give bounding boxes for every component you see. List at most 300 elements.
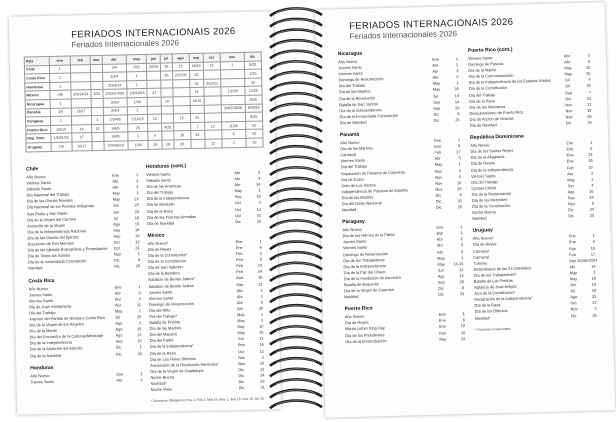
holiday-day: 1 — [460, 230, 463, 236]
grid-cell: 3/4/5 — [103, 124, 127, 133]
holiday-day: 27 — [588, 164, 593, 170]
holiday-name: Día de la Restauración — [471, 190, 512, 197]
holiday-month: Sep — [234, 194, 242, 200]
holiday-day: 21 — [259, 335, 264, 341]
holiday-month: Feb — [568, 245, 576, 251]
holiday-day: 1 — [259, 238, 262, 244]
holiday-day: 16 — [460, 329, 466, 335]
holiday-month: Ene — [431, 56, 440, 62]
holiday-month: Nov — [238, 360, 246, 366]
holiday-day: 14 — [257, 262, 263, 268]
holiday-name: Día del Trabajo — [338, 82, 366, 89]
holiday-day: 17 — [590, 251, 596, 257]
holiday-name: Navidad — [344, 294, 359, 300]
grid-cell: Chile — [24, 65, 49, 74]
country-heading: Chile — [25, 166, 39, 173]
grid-cell — [161, 88, 173, 97]
holiday-name: Día de los Difuntos — [474, 308, 508, 315]
grid-cell — [203, 70, 220, 79]
grid-cell — [190, 105, 204, 114]
holiday-name: Anexión del Partido de Nicoya a Costa Rica — [29, 314, 105, 322]
holiday-name: Domingo de Resurrección — [343, 250, 389, 257]
holiday-name: Día de las Mercedes — [471, 196, 508, 203]
holiday-day: 15 — [459, 272, 464, 279]
holiday-name: Noche Vieja — [150, 386, 172, 393]
holiday-month: Sep — [237, 342, 245, 348]
holiday-date — [566, 120, 592, 127]
holiday-month: Dic — [113, 257, 120, 263]
holiday-month: Oct — [237, 348, 245, 354]
grid-cell — [148, 106, 162, 115]
holiday-date — [434, 117, 460, 124]
holiday-day: 3 — [590, 170, 594, 176]
grid-cell: 4 — [148, 131, 162, 140]
grid-cell: Costa Rica — [25, 74, 50, 83]
holiday-name: Día de la Constitución — [471, 202, 511, 209]
holiday-name: Año Nuevo — [30, 372, 50, 379]
holiday-month: Jul — [570, 288, 576, 294]
grid-cell: 25 — [246, 129, 263, 138]
holiday-name: San Pedro y San Pablo — [26, 210, 68, 217]
holiday-month: Abr — [569, 263, 576, 270]
grid-cell: 6 — [222, 130, 246, 139]
holiday-day: 1 — [139, 344, 142, 350]
holiday-name: Día de la Bandera — [148, 270, 180, 277]
holiday-name: Día de la Constitución — [147, 258, 187, 265]
grid-cell — [203, 87, 220, 96]
grid-cell: Rep. Dom. — [26, 134, 51, 143]
holiday-month: Ene — [566, 140, 574, 146]
holiday-name: Día del Trabajo — [29, 309, 56, 316]
holiday-month: Oct — [570, 300, 577, 306]
holiday-name: Viernes Santo — [28, 297, 54, 304]
holiday-name: Día de la Navidad — [29, 352, 61, 358]
holiday-name: Noche Buena — [150, 374, 175, 380]
grid-cell: 1/25 — [244, 69, 261, 78]
holiday-month: Nov — [565, 108, 573, 114]
holiday-name: Día de Acción de Gracias — [469, 115, 514, 122]
grid-cell: 1/6/19 — [51, 125, 72, 134]
holiday-month: May — [564, 65, 572, 71]
holiday-day: 25 — [592, 312, 597, 318]
holiday-month: Nov — [434, 168, 442, 174]
holiday-name: Día de la Virgen de los Ángeles — [29, 321, 84, 328]
holiday-name: Día de las Glorias del Ejército — [27, 234, 79, 241]
holiday-month: Abr — [563, 53, 571, 59]
country-heading: Uruguay — [472, 227, 493, 235]
holiday-day: 12 — [459, 266, 464, 272]
holiday-month: Dic — [115, 351, 122, 357]
holiday-month: Oct — [235, 212, 242, 218]
holiday-month: Dic — [235, 218, 241, 224]
holiday-month: Abr — [432, 74, 439, 81]
holiday-month: May — [114, 308, 123, 314]
holiday-name: Domingo de Resurrección — [338, 76, 384, 83]
holiday-name: Descubrimiento de Puerto Rico — [469, 109, 524, 116]
grid-cell — [91, 81, 103, 90]
grid-cell: 15 — [173, 114, 190, 123]
holiday-day: 2 — [140, 376, 143, 382]
holiday-month: Ene — [568, 239, 576, 245]
country-section — [28, 276, 142, 359]
holiday-name: Natalicio de José Artigas — [473, 283, 517, 290]
grid-cell — [91, 98, 103, 107]
holiday-name: Viernes Santo — [340, 157, 366, 164]
grid-cell: 1/18 — [128, 140, 149, 149]
holiday-name: Día del Trabajo — [468, 91, 496, 98]
grid-cell: 11/26 — [221, 121, 245, 130]
holiday-day: 2 — [460, 236, 463, 242]
holiday-day: 7 — [588, 89, 592, 95]
holiday-name: Día de los Héroes de la Patria — [342, 232, 395, 239]
country-section — [340, 129, 462, 213]
holiday-month: May — [434, 161, 443, 168]
holiday-name: Viernes Santo — [467, 55, 493, 61]
holiday-name: Viernes Santo — [148, 295, 174, 301]
holiday-day: 2 — [594, 306, 597, 312]
holiday-month: Nov — [565, 114, 573, 120]
grid-cell: 15 — [189, 79, 203, 88]
holiday-day: 25 — [459, 291, 465, 297]
holiday-column-right — [146, 162, 265, 404]
holiday-month: Dic — [115, 344, 122, 351]
grid-cell: 12 — [203, 61, 220, 70]
holiday-day: 26 — [587, 113, 592, 119]
holiday-day: 15 — [259, 329, 264, 335]
holiday-day: 20 — [134, 202, 139, 208]
holiday-day: 20 — [259, 360, 265, 366]
grid-cell: 1 — [50, 99, 71, 108]
right-planner-page — [315, 2, 616, 417]
holiday-name: Aniversario de la Revolución Mexicana* — [150, 361, 219, 368]
grid-cell: 20/29 — [147, 63, 161, 72]
grid-cell: 2/15/31 — [172, 71, 189, 80]
country-section — [30, 363, 142, 386]
grid-cell: 1 — [126, 80, 147, 89]
holiday-name: Día de la Abolición del Ejército — [29, 345, 83, 352]
holiday-day: 25 — [135, 263, 141, 269]
holiday-month: Dic — [433, 111, 440, 117]
holiday-name: Día de la Independencia* — [149, 343, 194, 350]
grid-cell: 1/21 — [126, 63, 147, 72]
holiday-name: Año Nuevo — [470, 142, 490, 148]
holiday-date — [568, 213, 594, 220]
grid-cell: 2/3/4/14/30 — [103, 89, 127, 98]
holiday-name: Año Nuevo — [26, 174, 46, 180]
holiday-day: 22 — [460, 335, 466, 341]
grid-cell: 1/9 — [50, 108, 71, 117]
holiday-row — [30, 351, 142, 359]
grid-cell: 16 — [190, 88, 204, 97]
holiday-name: Viernes Santo — [26, 180, 51, 186]
grid-cell: sep — [189, 53, 203, 62]
holiday-month: Ene — [436, 224, 444, 230]
holiday-day: 14 — [454, 98, 460, 104]
holiday-name: Sábado Santo — [26, 186, 52, 192]
holiday-name: Turismo — [473, 260, 488, 266]
holiday-day: 5 — [260, 299, 263, 305]
holiday-day: 2 — [138, 289, 141, 295]
holiday-day: 3 — [587, 52, 591, 58]
holiday-name: Año Nuevo — [338, 58, 358, 65]
holiday-day: 3 — [136, 178, 139, 184]
holiday-name: Día del Encuentro de la Culturas/Mestizaje — [29, 333, 104, 340]
holiday-name: Natalicio de Benito Juárez — [148, 282, 194, 289]
holiday-name: Asunción de la Virgen — [27, 222, 66, 229]
holiday-day: 2 — [259, 250, 262, 256]
grid-cell — [91, 64, 103, 73]
holiday-name: Año Nuevo* — [147, 240, 169, 246]
country-heading: Panamá — [339, 131, 360, 139]
holiday-day: 19 — [460, 323, 466, 329]
holiday-month: Sep — [564, 89, 572, 95]
grid-cell: dic — [244, 52, 261, 61]
holiday-month: Ene — [568, 233, 576, 239]
holiday-name: Día de los Presidentes — [345, 331, 385, 338]
grid-cell: 16/17 — [72, 142, 93, 151]
holiday-day: 1 — [460, 254, 464, 260]
holiday-day: 3 — [456, 68, 459, 74]
holiday-day: 21 — [588, 151, 593, 158]
grid-cell — [92, 107, 104, 116]
holiday-day: 8 — [461, 285, 465, 291]
holiday-month: Ago — [115, 332, 123, 338]
holiday-name: Día de la Madre — [468, 67, 497, 74]
holiday-name: Día de la Paz del Chaco — [343, 268, 386, 276]
holiday-month: Jul — [564, 83, 570, 89]
grid-cell: 12 — [204, 122, 221, 131]
holiday-month: Nov — [565, 101, 573, 108]
holiday-month: Abr — [432, 68, 439, 74]
holiday-day: 6 — [590, 145, 593, 151]
holiday-day: 16 — [134, 214, 140, 220]
holiday-name: Día de la Constitución — [468, 85, 507, 92]
holiday-day: 3 — [138, 295, 141, 301]
holiday-name: Día de los Trabajadores* — [473, 271, 517, 278]
holiday-month: Ago — [113, 221, 121, 227]
holiday-month: May — [237, 311, 245, 318]
holiday-month: Feb — [236, 263, 243, 269]
holiday-month: Ene — [235, 238, 243, 244]
holiday-month: Ene — [566, 152, 574, 158]
holiday-day: 10 — [585, 64, 591, 70]
holiday-name: Carnaval — [473, 247, 489, 254]
holiday-day: 3 — [260, 293, 263, 299]
holiday-month: Ene — [112, 172, 120, 178]
grid-cell: 4/25 — [162, 123, 174, 132]
holiday-day: 30 — [258, 305, 264, 311]
holiday-day: 1 — [136, 190, 139, 196]
holiday-month: May — [237, 330, 245, 336]
holiday-column-right — [468, 45, 597, 332]
holiday-month: Dic — [238, 366, 244, 372]
grid-cell — [162, 131, 174, 140]
footnote: * Descanso Obligatorio: Ene 1, Feb 2, Mar 16, May 1, Sep 16, Nov 16, Dic 25 — [150, 396, 265, 404]
holiday-month: Sep — [437, 279, 445, 285]
holiday-month: Feb — [434, 149, 442, 155]
holiday-day: 14-15 — [453, 260, 464, 267]
holiday-month: Ene — [566, 146, 574, 152]
holiday-month: Jun — [567, 182, 574, 189]
grid-cell — [204, 113, 221, 122]
holiday-name: Año Nuevo — [342, 226, 362, 233]
holiday-month: Dic — [565, 120, 572, 126]
grid-cell: 25 — [174, 139, 191, 148]
grid-cell: 2 — [222, 138, 246, 147]
grid-cell: 1 — [92, 116, 104, 125]
holiday-month: Abr — [114, 296, 121, 302]
grid-cell: 3/12/21 — [203, 79, 220, 88]
holiday-day: 4 — [591, 182, 594, 188]
grid-cell: 27 — [71, 133, 92, 142]
holiday-month: Sep — [433, 99, 441, 105]
holiday-month: Sep — [113, 233, 121, 239]
holiday-month: Feb — [569, 251, 576, 257]
holiday-day: 19 — [591, 263, 596, 269]
holiday-month: Nov — [570, 306, 578, 312]
holiday-name: Año Nuevo — [344, 313, 365, 320]
holiday-month: Nov — [435, 180, 443, 186]
holiday-name: Día de la Independencia — [146, 195, 189, 202]
country-heading: Puerto Rico (cont.) — [467, 46, 513, 54]
holiday-day: 18 — [591, 275, 596, 281]
holiday-day: 15 — [137, 326, 142, 332]
holiday-name: Día de los Trabajadores — [343, 256, 385, 263]
grid-cell: 22 — [92, 124, 104, 133]
holiday-name: Día de la Independencia — [29, 339, 72, 346]
grid-cell: 3/4/5 — [104, 132, 128, 141]
holiday-name: Domingo de Pascua — [468, 61, 504, 67]
holiday-day: 4 — [588, 77, 591, 83]
grid-cell: 16 — [71, 124, 92, 133]
holiday-day: 25 — [586, 83, 591, 89]
holiday-name: Día de las Iglesias Evangélicas y Protestantes — [27, 245, 108, 253]
holiday-month: Abr — [234, 176, 241, 182]
holiday-month: Abr — [236, 293, 243, 299]
grid-cell: 1/14/15 — [127, 115, 148, 124]
holiday-month: Mar — [436, 230, 444, 237]
holiday-day: 25 — [589, 212, 595, 218]
holiday-month: May — [567, 176, 575, 182]
grid-cell: 1 — [50, 73, 71, 82]
holiday-month: Ago — [567, 189, 575, 195]
grid-cell: may — [126, 54, 147, 63]
holiday-name: Día de las Madres — [338, 88, 371, 95]
holiday-month: Feb — [439, 330, 446, 336]
holiday-day: 24 — [589, 194, 594, 200]
holiday-day: 16 — [257, 274, 263, 281]
holiday-day: 3 — [258, 200, 261, 206]
holiday-month: Ene — [114, 284, 122, 290]
holiday-day: 1 — [593, 269, 596, 275]
holiday-name: Día de las Fuerzas Armadas — [147, 213, 197, 220]
grid-cell: 3/4/5/10/28 — [221, 104, 245, 113]
grid-cell: 24 — [191, 131, 205, 140]
holiday-month: Abr — [112, 184, 119, 190]
left-planner-page — [9, 11, 281, 414]
grid-cell: México — [25, 91, 50, 100]
holiday-name: Día Nacional del Trabajo — [26, 191, 70, 198]
holiday-month: Feb — [235, 257, 243, 263]
holiday-month: Abr — [112, 178, 119, 184]
holiday-date — [436, 204, 462, 211]
holiday-month: Abr — [114, 290, 121, 296]
holiday-month: May — [237, 324, 245, 330]
holiday-day: 18 — [134, 226, 140, 233]
holiday-row — [30, 377, 142, 385]
grid-cell: 2/3/4/5 — [103, 115, 127, 124]
grid-cell: 25 — [244, 78, 261, 87]
grid-cell: 2/3/4/5/19 — [104, 141, 128, 150]
holiday-day: 19 — [587, 107, 592, 113]
country-section — [468, 45, 592, 129]
grid-cell: Puerto Rico — [26, 125, 51, 134]
holiday-day: 9 — [458, 143, 461, 149]
holiday-name: Día de la Raza — [146, 207, 173, 214]
holiday-name: Declaración de la Independencia* — [474, 295, 533, 303]
holiday-month: May — [112, 190, 120, 196]
holiday-name: Día de la Raza — [469, 97, 495, 104]
holiday-name: Día de la Virgen del Carmen — [27, 216, 77, 223]
holiday-month: Dic — [435, 204, 442, 210]
holiday-day: 4 — [258, 175, 261, 181]
holiday-name: Día de la Inmaculada Concepción — [339, 112, 398, 120]
holiday-day: 25 — [260, 378, 265, 384]
grid-cell — [172, 88, 189, 97]
holiday-date — [438, 291, 464, 298]
holiday-name: Jueves Santo — [28, 291, 53, 298]
holiday-month: Ago — [570, 294, 578, 300]
holiday-name: Día de los Veteranos — [469, 103, 506, 110]
holiday-day: 25 — [256, 218, 262, 224]
holiday-name: Viernes Santo — [471, 172, 496, 179]
holiday-day: 14 — [256, 181, 261, 187]
grid-cell: jul — [160, 54, 172, 63]
country-heading: Honduras (cont.) — [145, 163, 187, 170]
holiday-day: 19 — [135, 233, 140, 239]
holiday-month: May — [569, 276, 578, 282]
holiday-day: 3 — [460, 242, 463, 248]
holiday-name: Día del Duelo Nacional — [341, 200, 382, 207]
holiday-month: Sep — [567, 195, 575, 201]
holiday-day: 29 — [134, 208, 140, 214]
holiday-day: 5 — [587, 58, 591, 64]
holiday-month: Abr — [114, 302, 122, 308]
holiday-name: Independencia de Panamá de España — [341, 187, 408, 195]
holiday-month: Mar — [236, 281, 244, 287]
holiday-day: 5 — [456, 74, 459, 80]
holiday-month: Mar — [439, 336, 447, 342]
holiday-day: 10 — [456, 179, 462, 185]
holiday-row — [151, 385, 265, 393]
holiday-column-left — [338, 48, 466, 351]
holiday-column-left — [26, 164, 143, 391]
holiday-name: Día del Trabajo — [471, 178, 498, 185]
holiday-name: Navidad — [341, 206, 357, 213]
grid-cell: 18/19 — [189, 62, 203, 71]
holiday-month: Dic — [238, 378, 245, 385]
holiday-month: May — [112, 196, 121, 203]
holiday-month: Dic — [568, 213, 574, 219]
holiday-day: 12 — [259, 348, 264, 354]
country-section — [344, 303, 465, 345]
holiday-day: 1 — [590, 139, 593, 145]
holiday-name: Día de Navidad — [469, 122, 497, 128]
grid-cell: Panamá — [25, 108, 50, 117]
holiday-month: Nov — [237, 354, 246, 360]
holiday-month: Oct — [113, 245, 120, 251]
holiday-name: Día de la Independencia de los Estados Unidos — [468, 78, 551, 86]
